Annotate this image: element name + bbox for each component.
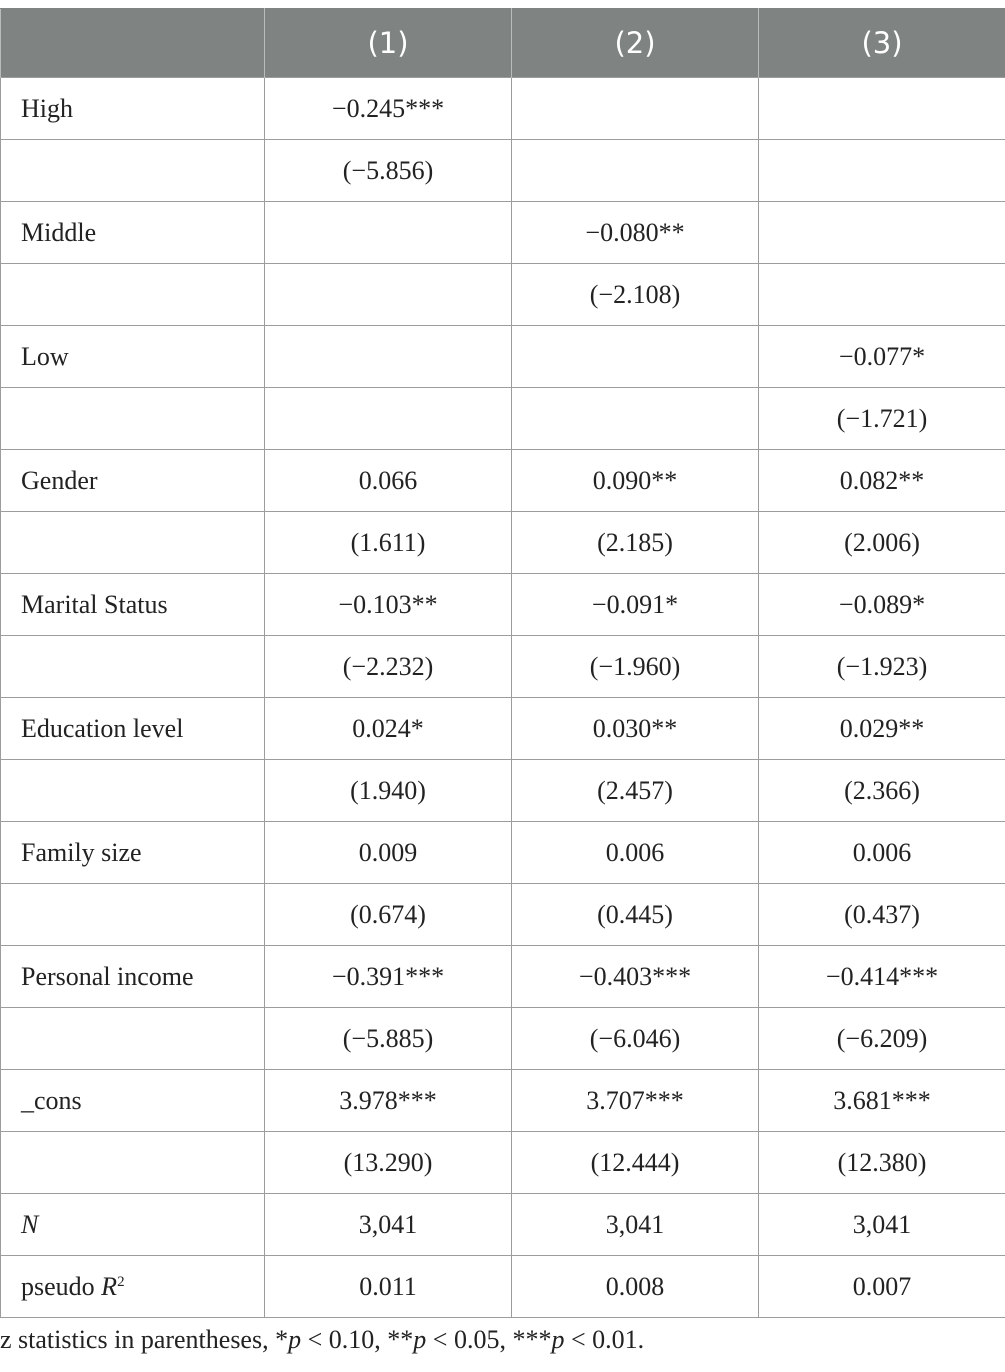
header-row (1, 9, 1005, 78)
table-row (1, 202, 1005, 264)
cell-model-2 (512, 388, 759, 450)
table-row (1, 264, 1005, 326)
cell-model-3 (759, 202, 1005, 264)
cell-model-2: 3.707*** (512, 1070, 759, 1132)
table-row-n (1, 1194, 1005, 1256)
table-row (1, 1008, 1005, 1070)
row-label (1, 884, 265, 946)
row-label: Personal income (1, 946, 265, 1008)
row-label: Gender (1, 450, 265, 512)
row-label (1, 636, 265, 698)
cell-model-3: (2.366) (759, 760, 1005, 822)
cell-model-1: −0.245*** (265, 78, 512, 140)
cell-model-3: 0.007 (759, 1256, 1005, 1318)
cell-model-2 (512, 140, 759, 202)
table-row (1, 822, 1005, 884)
table-row (1, 636, 1005, 698)
cell-model-1: (−5.856) (265, 140, 512, 202)
row-label (1, 512, 265, 574)
cell-model-2: −0.091* (512, 574, 759, 636)
table-row (1, 946, 1005, 1008)
cell-model-3: −0.089* (759, 574, 1005, 636)
cell-model-1: (13.290) (265, 1132, 512, 1194)
superscript-two: 2 (117, 1273, 125, 1290)
regression-table (0, 8, 1005, 1318)
row-label (1, 1256, 265, 1318)
cell-model-2: 0.090** (512, 450, 759, 512)
cell-model-1 (265, 202, 512, 264)
cell-model-2 (512, 78, 759, 140)
cell-model-1: (1.611) (265, 512, 512, 574)
cell-model-2: −0.080** (512, 202, 759, 264)
header-blank (1, 9, 265, 78)
cell-model-3 (759, 140, 1005, 202)
table-row (1, 698, 1005, 760)
row-label (1, 264, 265, 326)
cell-model-2: (12.444) (512, 1132, 759, 1194)
cell-model-2: (−1.960) (512, 636, 759, 698)
row-label (1, 140, 265, 202)
header-model-3: (3) (759, 9, 1005, 78)
regression-table-container (0, 8, 1005, 1318)
cell-model-3: 3.681*** (759, 1070, 1005, 1132)
row-label: Marital Status (1, 574, 265, 636)
cell-model-3: 3,041 (759, 1194, 1005, 1256)
cell-model-2: (2.457) (512, 760, 759, 822)
footnote-p: p (288, 1325, 302, 1354)
row-label (1, 1008, 265, 1070)
table-row (1, 326, 1005, 388)
header-model-2: (2) (512, 9, 759, 78)
row-label (1, 388, 265, 450)
cell-model-1: 0.011 (265, 1256, 512, 1318)
cell-model-1: 0.009 (265, 822, 512, 884)
table-row (1, 512, 1005, 574)
cell-model-1: −0.391*** (265, 946, 512, 1008)
cell-model-3: (2.006) (759, 512, 1005, 574)
header-model-1: (1) (265, 9, 512, 78)
cell-model-2: −0.403*** (512, 946, 759, 1008)
pseudo-prefix: pseudo (21, 1271, 102, 1301)
row-label: Middle (1, 202, 265, 264)
cell-model-1: (−5.885) (265, 1008, 512, 1070)
cell-model-3: (−1.923) (759, 636, 1005, 698)
cell-model-1: 3.978*** (265, 1070, 512, 1132)
table-row (1, 78, 1005, 140)
cell-model-1 (265, 326, 512, 388)
row-label: Education level (1, 698, 265, 760)
cell-model-2: 3,041 (512, 1194, 759, 1256)
cell-model-3: (−1.721) (759, 388, 1005, 450)
row-label: Family size (1, 822, 265, 884)
cell-model-3: 0.082** (759, 450, 1005, 512)
cell-model-1: 0.024* (265, 698, 512, 760)
footnote-p: p (551, 1325, 565, 1354)
footnote-text: < 0.01. (564, 1325, 645, 1354)
cell-model-1: 0.066 (265, 450, 512, 512)
row-label (1, 1132, 265, 1194)
row-label: N (1, 1194, 265, 1256)
cell-model-1: (0.674) (265, 884, 512, 946)
cell-model-1: (−2.232) (265, 636, 512, 698)
cell-model-3 (759, 78, 1005, 140)
cell-model-3: 0.029** (759, 698, 1005, 760)
row-label: High (1, 78, 265, 140)
cell-model-1: 3,041 (265, 1194, 512, 1256)
table-row (1, 884, 1005, 946)
cell-model-1: (1.940) (265, 760, 512, 822)
cell-model-2: (0.445) (512, 884, 759, 946)
cell-model-3: (−6.209) (759, 1008, 1005, 1070)
table-row (1, 450, 1005, 512)
row-label (1, 760, 265, 822)
cell-model-3: −0.414*** (759, 946, 1005, 1008)
cell-model-1: −0.103** (265, 574, 512, 636)
footnote-text: < 0.10, ** (301, 1325, 414, 1354)
cell-model-2: 0.030** (512, 698, 759, 760)
cell-model-1 (265, 264, 512, 326)
cell-model-2 (512, 326, 759, 388)
cell-model-3: 0.006 (759, 822, 1005, 884)
table-row (1, 760, 1005, 822)
cell-model-2: (−6.046) (512, 1008, 759, 1070)
cell-model-2: (−2.108) (512, 264, 759, 326)
table-row (1, 1132, 1005, 1194)
cell-model-3: −0.077* (759, 326, 1005, 388)
cell-model-3: (12.380) (759, 1132, 1005, 1194)
table-row (1, 388, 1005, 450)
cell-model-1 (265, 388, 512, 450)
table-row-pseudo-r2 (1, 1256, 1005, 1318)
row-label: _cons (1, 1070, 265, 1132)
cell-model-3 (759, 264, 1005, 326)
r-variable: R (101, 1271, 118, 1301)
row-label: Low (1, 326, 265, 388)
cell-model-3: (0.437) (759, 884, 1005, 946)
cell-model-2: 0.008 (512, 1256, 759, 1318)
cell-model-2: 0.006 (512, 822, 759, 884)
footnote-p: p (413, 1325, 427, 1354)
table-footnote (0, 1325, 644, 1355)
footnote-text: z statistics in parentheses, * (0, 1325, 289, 1354)
cell-model-2: (2.185) (512, 512, 759, 574)
table-row (1, 140, 1005, 202)
footnote-text: < 0.05, *** (426, 1325, 552, 1354)
table-row (1, 574, 1005, 636)
table-row (1, 1070, 1005, 1132)
